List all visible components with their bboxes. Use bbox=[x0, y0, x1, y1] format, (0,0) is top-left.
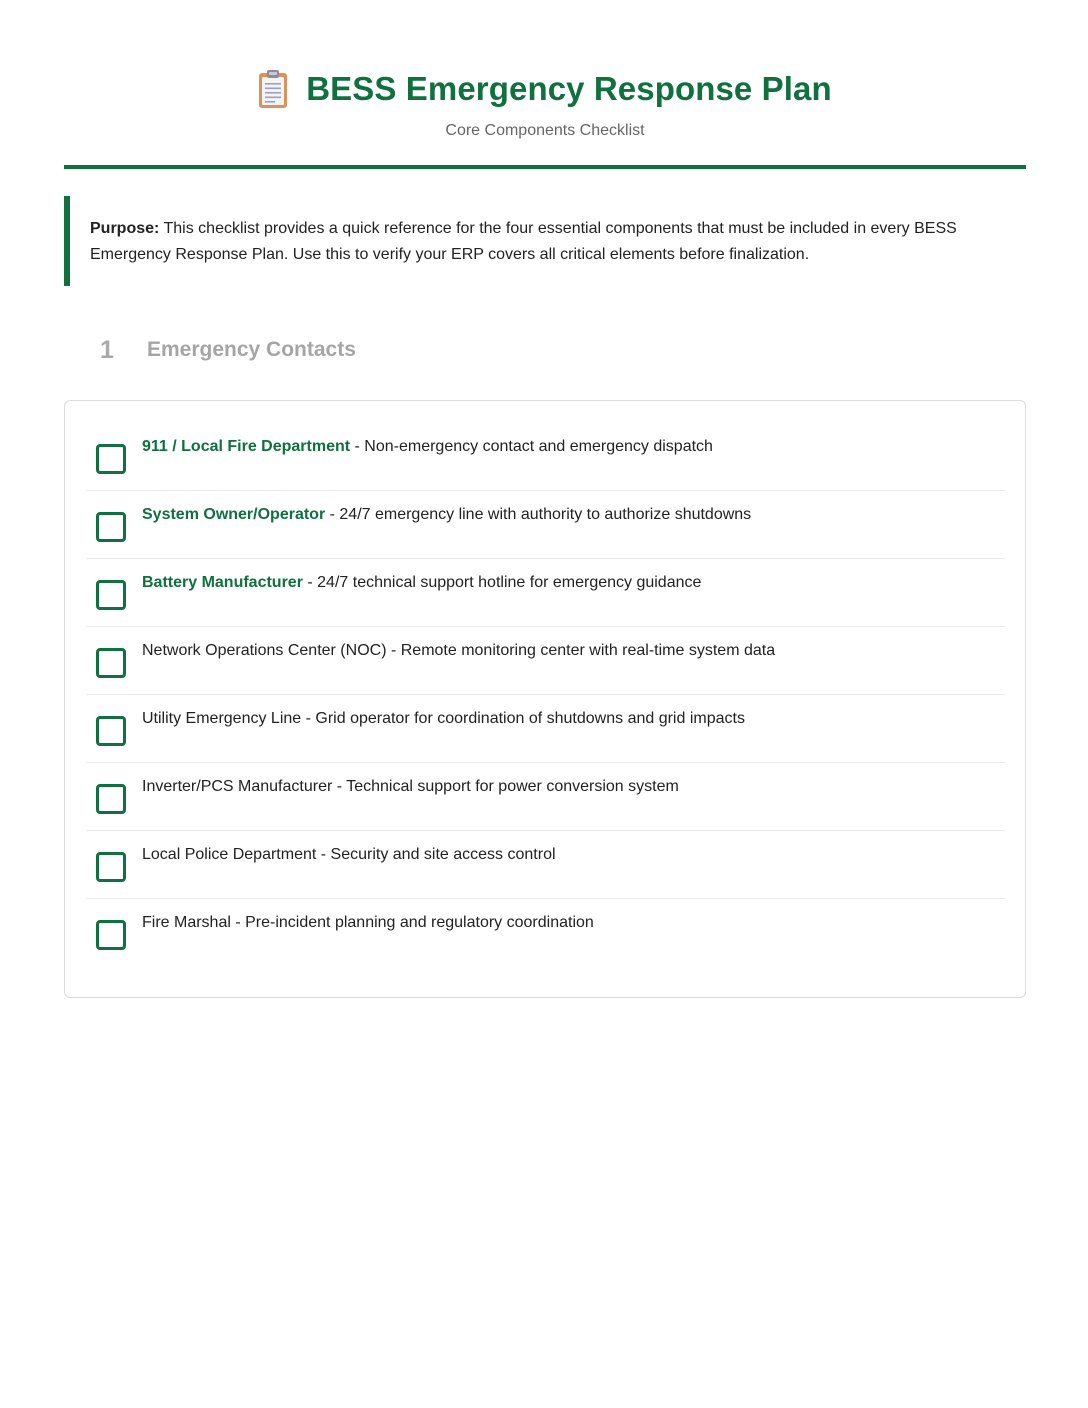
section-heading bbox=[100, 334, 356, 366]
contact-name: Battery Manufacturer bbox=[142, 574, 303, 591]
checklist-item bbox=[86, 899, 1005, 967]
contact-name: Network Operations Center (NOC) bbox=[142, 642, 387, 659]
checklist-item-text bbox=[142, 438, 713, 456]
checklist-card bbox=[64, 400, 1026, 998]
contact-name: Inverter/PCS Manufacturer bbox=[142, 778, 333, 795]
contact-name: 911 / Local Fire Department bbox=[142, 438, 351, 455]
checklist-item-text bbox=[142, 778, 679, 796]
contact-name: Fire Marshal bbox=[142, 914, 231, 931]
clipboard-icon bbox=[258, 69, 288, 109]
contact-description: - Remote monitoring center with real-time system data bbox=[386, 642, 776, 659]
checklist-item-text bbox=[142, 574, 701, 592]
page-subtitle: Core Components Checklist bbox=[445, 122, 645, 139]
contact-description: - Pre-incident planning and regulatory coordination bbox=[230, 914, 594, 931]
purpose-text-line-1: This checklist provides a quick reference for the four essential components that must be included in every BESS bbox=[159, 220, 957, 237]
checklist-item bbox=[86, 559, 1005, 627]
checklist-item bbox=[86, 423, 1005, 491]
title-row bbox=[64, 66, 1026, 112]
page-title: BESS Emergency Response Plan bbox=[306, 70, 832, 107]
contact-description: - 24/7 emergency line with authority to authorize shutdowns bbox=[325, 506, 752, 523]
contact-description: - Non-emergency contact and emergency dispatch bbox=[350, 438, 713, 455]
purpose-label: Purpose: bbox=[90, 220, 160, 237]
checklist-item-text bbox=[142, 914, 594, 932]
contact-description: - Technical support for power conversion system bbox=[332, 778, 679, 795]
checkbox[interactable] bbox=[96, 852, 126, 882]
checklist-item-text bbox=[142, 710, 745, 728]
checklist-item-text bbox=[142, 642, 775, 660]
checkbox[interactable] bbox=[96, 512, 126, 542]
checklist-item bbox=[86, 763, 1005, 831]
checklist-item bbox=[86, 695, 1005, 763]
contact-name: Local Police Department bbox=[142, 846, 317, 863]
checkbox[interactable] bbox=[96, 580, 126, 610]
checkbox[interactable] bbox=[96, 648, 126, 678]
checklist-item bbox=[86, 831, 1005, 899]
checklist-item bbox=[86, 627, 1005, 695]
checkbox[interactable] bbox=[96, 784, 126, 814]
checkbox[interactable] bbox=[96, 444, 126, 474]
section-title: Emergency Contacts bbox=[147, 338, 356, 361]
section-number: 1 bbox=[100, 335, 114, 364]
contact-description: - Security and site access control bbox=[316, 846, 556, 863]
checklist-item-text bbox=[142, 506, 751, 524]
contact-description: - Grid operator for coordination of shutdowns and grid impacts bbox=[301, 710, 745, 727]
contact-name: Utility Emergency Line bbox=[142, 710, 302, 727]
checklist-item bbox=[86, 491, 1005, 559]
purpose-callout bbox=[64, 196, 964, 286]
contact-name: System Owner/Operator bbox=[142, 506, 326, 523]
header-divider bbox=[64, 165, 1026, 169]
purpose-text-line-2: Emergency Response Plan. Use this to verify your ERP covers all critical elements before finalization. bbox=[90, 246, 810, 263]
checklist-item-text bbox=[142, 846, 556, 864]
checkbox[interactable] bbox=[96, 716, 126, 746]
checkbox[interactable] bbox=[96, 920, 126, 950]
contact-description: - 24/7 technical support hotline for emergency guidance bbox=[302, 574, 702, 591]
